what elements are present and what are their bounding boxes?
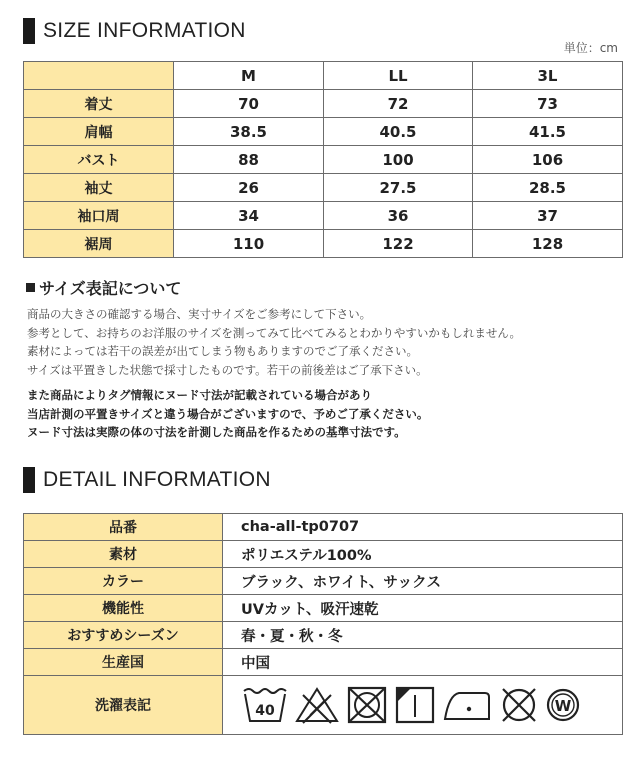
- size-table-header: [24, 62, 623, 90]
- table-row: [24, 622, 623, 649]
- row-label: 袖丈: [24, 174, 174, 202]
- cell: cha-all-tp0707: [223, 514, 623, 541]
- row-label: 品番: [24, 514, 223, 541]
- row-label: 生産国: [24, 649, 223, 676]
- detail-section-title: [23, 467, 271, 493]
- cell: 73: [473, 90, 623, 118]
- row-label: カラー: [24, 568, 223, 595]
- cell: 26: [174, 174, 324, 202]
- square-bullet-icon: [26, 283, 35, 292]
- wet-clean-icon: [545, 685, 581, 725]
- cell: 春・夏・秋・冬: [223, 622, 623, 649]
- table-row: [24, 230, 623, 258]
- no-tumble-dry-icon: [345, 685, 389, 725]
- cell: 34: [174, 202, 324, 230]
- cell: 37: [473, 202, 623, 230]
- detail-table: [23, 513, 623, 735]
- table-row: [24, 595, 623, 622]
- care-icons: [241, 685, 622, 725]
- table-row: [24, 649, 623, 676]
- note-line: サイズは平置きした状態で採寸したものです。若干の前後差はご了承下さい。: [27, 362, 428, 377]
- drip-dry-shade-icon: [393, 685, 437, 725]
- cell: 122: [324, 230, 473, 258]
- title-bar: [23, 467, 35, 493]
- table-row: [24, 568, 623, 595]
- care-icons-cell: [223, 676, 623, 735]
- unit-label: 単位：cm: [563, 41, 618, 55]
- size-section-title: [23, 18, 246, 44]
- table-row: [24, 118, 623, 146]
- cell: 41.5: [473, 118, 623, 146]
- cell: 72: [324, 90, 473, 118]
- note-line: 当店計測の平置きサイズと違う場合がございますので、予めご了承ください。: [27, 406, 429, 421]
- cell: ブラック、ホワイト、サックス: [223, 568, 623, 595]
- column-header: LL: [324, 62, 473, 90]
- row-label: 素材: [24, 541, 223, 568]
- row-label: 機能性: [24, 595, 223, 622]
- size-notes: [27, 305, 521, 379]
- row-label: 洗濯表記: [24, 676, 223, 735]
- table-row: [24, 541, 623, 568]
- size-notes-heading: [26, 276, 181, 299]
- iron-low-icon: [441, 685, 493, 725]
- title-bar: [23, 18, 35, 44]
- note-line: また商品によりタグ情報にヌード寸法が記載されている場合があり: [27, 388, 372, 402]
- wash-40-icon: [241, 685, 289, 725]
- cell: 中国: [223, 649, 623, 676]
- cell: 128: [473, 230, 623, 258]
- table-row: [24, 514, 623, 541]
- cell: 27.5: [324, 174, 473, 202]
- table-row: [24, 146, 623, 174]
- cell: 110: [174, 230, 324, 258]
- table-row: [24, 202, 623, 230]
- size-title-text: SIZE INFORMATION: [43, 19, 246, 42]
- column-header: 3L: [473, 62, 623, 90]
- size-notes-heading-text: サイズ表記について: [39, 279, 182, 298]
- no-bleach-icon: [293, 685, 341, 725]
- row-label: バスト: [24, 146, 174, 174]
- cell: UVカット、吸汗速乾: [223, 595, 623, 622]
- cell: 106: [473, 146, 623, 174]
- note-line: 商品の大きさの確認する場合、実寸サイズをご参考にして下さい。: [27, 307, 372, 321]
- cell: ポリエステル100%: [223, 541, 623, 568]
- size-table: [23, 61, 623, 258]
- row-label: おすすめシーズン: [24, 622, 223, 649]
- column-header: M: [174, 62, 324, 90]
- wet-clean-letter: W: [554, 697, 572, 715]
- note-line: 参考として、お持ちのお洋服のサイズを測ってみて比べてみるとわかりやすいかもしれません。: [27, 325, 522, 340]
- detail-title-text: DETAIL INFORMATION: [43, 468, 271, 491]
- row-label: 肩幅: [24, 118, 174, 146]
- cell: 88: [174, 146, 324, 174]
- cell: 36: [324, 202, 473, 230]
- cell: 40.5: [324, 118, 473, 146]
- row-label: 着丈: [24, 90, 174, 118]
- row-label: 裾周: [24, 230, 174, 258]
- cell: 38.5: [174, 118, 324, 146]
- wash-temp-text: 40: [255, 703, 275, 719]
- no-dry-clean-icon: [497, 685, 541, 725]
- table-row: [24, 174, 623, 202]
- table-row: [24, 90, 623, 118]
- table-row: [24, 676, 623, 735]
- cell: 28.5: [473, 174, 623, 202]
- note-line: 素材によっては若干の誤差が出てしまう物もありますのでご了承ください。: [27, 344, 418, 358]
- size-notes-bold: [27, 386, 428, 442]
- header-corner: [24, 62, 174, 90]
- cell: 100: [324, 146, 473, 174]
- row-label: 袖口周: [24, 202, 174, 230]
- note-line: ヌード寸法は実際の体の寸法を計測した商品を作るための基準寸法です。: [27, 425, 406, 439]
- cell: 70: [174, 90, 324, 118]
